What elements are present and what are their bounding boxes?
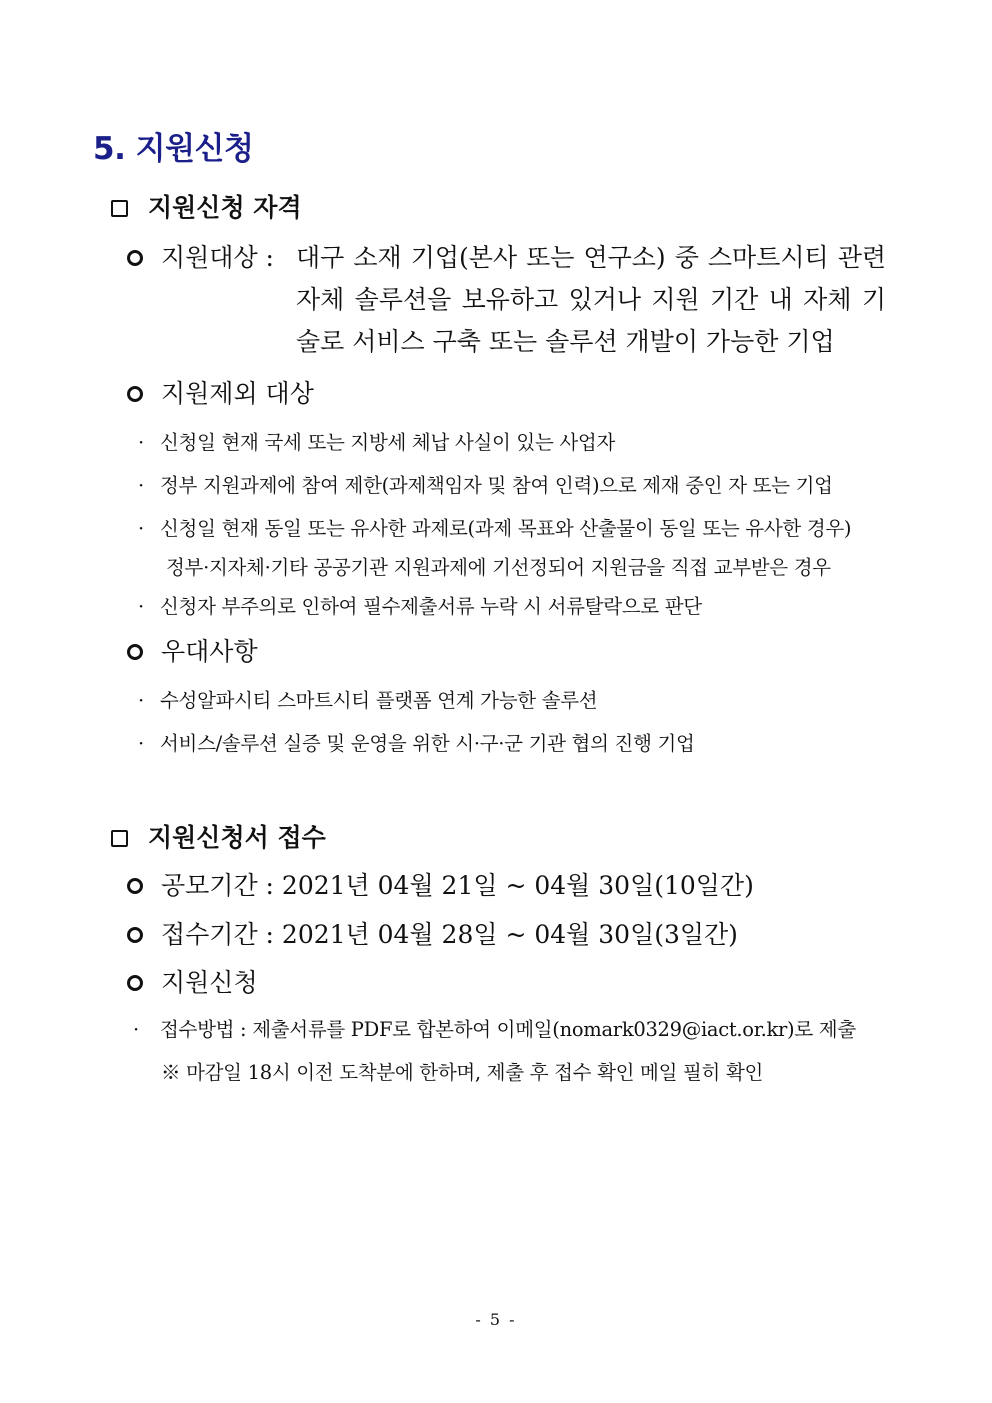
circle-bullet-icon [127, 644, 143, 660]
reception-heading-text: 지원신청서 접수 [148, 823, 326, 852]
circle-bullet-icon [127, 975, 143, 991]
circle-bullet-icon [127, 250, 143, 266]
application-heading [127, 962, 258, 1004]
support-target [127, 237, 886, 363]
bullet-dot: · [138, 595, 144, 618]
section-title: 5. 지원신청 [93, 131, 254, 167]
reception-period-text: 접수기간 : 2021년 04월 28일 ~ 04월 30일(3일간) [161, 920, 738, 949]
support-target-line: 자체 솔루션을 보유하고 있거나 지원 기간 내 자체 기 [296, 285, 886, 314]
announcement-period [127, 865, 754, 907]
exclusion-item-text: 신청자 부주의로 인하여 필수제출서류 누락 시 서류탈락으로 판단 [160, 595, 702, 618]
announcement-period-text: 공모기간 : 2021년 04월 21일 ~ 04월 30일(10일간) [161, 871, 754, 900]
exclusion-item-text: 정부 지원과제에 참여 제한(과제책임자 및 참여 인력)으로 제재 중인 자 또는 기업 [160, 474, 833, 497]
exclusion-heading-text: 지원제외 대상 [161, 379, 314, 408]
qualification-heading-text: 지원신청 자격 [148, 193, 302, 222]
reception-heading [111, 820, 326, 856]
exclusion-item-text: 신청일 현재 국세 또는 지방세 체납 사실이 있는 사업자 [160, 431, 616, 454]
preference-item-text: 수성알파시티 스마트시티 플랫폼 연계 가능한 솔루션 [160, 689, 598, 712]
exclusion-item [138, 509, 851, 587]
preference-heading [127, 631, 258, 673]
application-method-text: 접수방법 : 제출서류를 PDF로 합본하여 이메일(nomark0329@iact.or.kr)로 제출 [160, 1018, 856, 1041]
bullet-dot: · [138, 474, 144, 497]
exclusion-item [138, 466, 833, 505]
preference-item [138, 681, 597, 720]
circle-bullet-icon [127, 927, 143, 943]
circle-bullet-icon [127, 386, 143, 402]
support-target-line: 술로 서비스 구축 또는 솔루션 개발이 가능한 기업 [296, 327, 835, 356]
qualification-heading [111, 190, 302, 226]
reception-period [127, 914, 738, 956]
page-number: - 5 - [475, 1310, 517, 1329]
preference-heading-text: 우대사항 [161, 637, 258, 666]
support-target-line: 대구 소재 기업(본사 또는 연구소) 중 스마트시티 관련 [296, 243, 886, 272]
preference-item [138, 724, 695, 763]
application-note: ※ 마감일 18시 이전 도착분에 한하며, 제출 후 접수 확인 메일 필히 확인 [161, 1061, 764, 1084]
square-box-icon [111, 830, 128, 847]
exclusion-item-text: 신청일 현재 동일 또는 유사한 과제로(과제 목표와 산출물이 동일 또는 유사한 경우) [160, 517, 852, 540]
bullet-dot: · [138, 689, 144, 712]
bullet-dot: · [133, 1018, 139, 1041]
bullet-dot: · [138, 732, 144, 755]
exclusion-item [138, 423, 615, 462]
application-method [133, 1010, 856, 1050]
exclusion-item-continuation: 정부·지자체·기타 공공기관 지원과제에 기선정되어 지원금을 직접 교부받은 경우 [166, 556, 831, 579]
application-heading-text: 지원신청 [161, 968, 258, 997]
support-target-body [296, 237, 886, 363]
circle-bullet-icon [127, 878, 143, 894]
support-target-label: 지원대상 : [161, 243, 274, 272]
square-box-icon [111, 200, 128, 217]
exclusion-item [138, 587, 702, 626]
bullet-dot: · [138, 431, 144, 454]
preference-item-text: 서비스/솔루션 실증 및 운영을 위한 시·구·군 기관 협의 진행 기업 [160, 732, 695, 755]
exclusion-heading [127, 373, 314, 415]
bullet-dot: · [138, 517, 144, 540]
